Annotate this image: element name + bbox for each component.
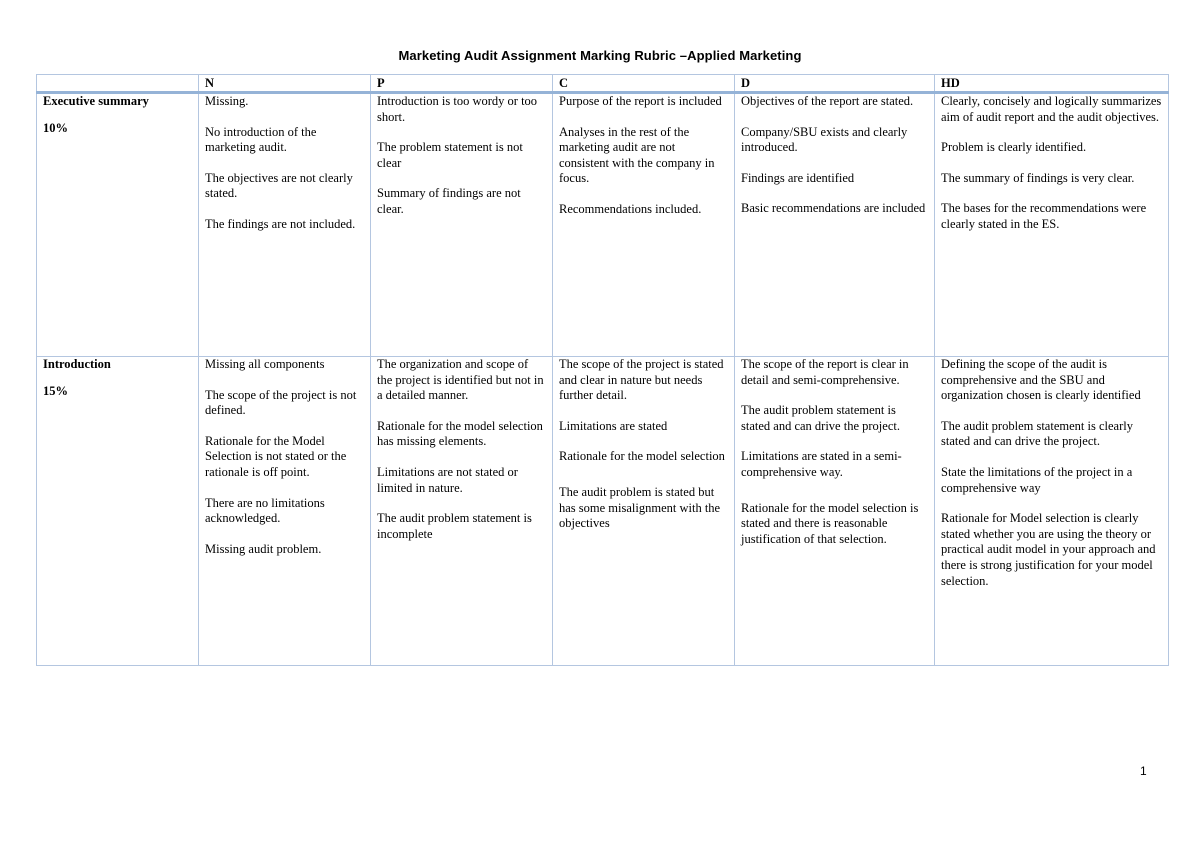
- descriptor: The findings are not included.: [205, 216, 356, 231]
- descriptor: The organization and scope of the project is identified but not in a detailed manner.: [377, 357, 544, 403]
- table-header-row: [37, 75, 1169, 93]
- descriptor: The audit problem statement is clearly stated and can drive the project.: [941, 418, 1133, 449]
- criterion-cell: [37, 357, 199, 666]
- descriptor: Limitations are stated in a semi-comprehensive way.: [741, 449, 902, 479]
- header-n: N: [199, 75, 371, 93]
- descriptor: Summary of findings are not clear.: [377, 186, 521, 216]
- descriptor: Findings are identified: [741, 170, 855, 185]
- descriptor: The summary of findings is very clear.: [941, 170, 1135, 185]
- descriptor: No introduction of the marketing audit.: [205, 124, 317, 155]
- grade-cell-p: [371, 93, 553, 357]
- grade-cell-c: [553, 93, 735, 357]
- document-title: Marketing Audit Assignment Marking Rubric –Applied Marketing: [398, 48, 802, 63]
- descriptor: Analyses in the rest of the marketing audit are not consistent with the company in focus.: [559, 124, 715, 186]
- descriptor: Defining the scope of the audit is comprehensive and the SBU and organization chosen is clearly identified: [941, 357, 1141, 403]
- descriptor: Missing audit problem.: [205, 541, 322, 556]
- descriptor: The scope of the project is stated and clear in nature but needs further detail.: [559, 357, 724, 403]
- descriptor: Rationale for the model selection is stated and there is reasonable justification of that selection.: [741, 500, 919, 546]
- descriptor: The audit problem statement is incomplete: [377, 511, 532, 541]
- descriptor: Rationale for Model selection is clearly stated whether you are using the theory or practical audit model in your approach and there is strong justification for your model selection.: [941, 511, 1156, 588]
- page-number: 1: [1140, 764, 1147, 778]
- header-p: P: [371, 75, 553, 93]
- grade-cell-c: [553, 357, 735, 666]
- marking-rubric-table: [36, 74, 1169, 666]
- descriptor: Introduction is too wordy or too short.: [377, 94, 538, 124]
- criterion-weight: 10%: [43, 120, 68, 135]
- descriptor: Basic recommendations are included: [741, 201, 926, 216]
- criterion-name: Executive summary: [43, 94, 149, 108]
- descriptor: Limitations are not stated or limited in nature.: [377, 464, 518, 495]
- descriptor: Clearly, concisely and logically summarizes aim of audit report and the audit objectives.: [941, 94, 1162, 124]
- descriptor: The problem statement is not clear: [377, 140, 523, 170]
- header-criterion: [37, 75, 199, 93]
- descriptor: The audit problem statement is stated and can drive the project.: [741, 403, 900, 433]
- grade-cell-hd: [935, 93, 1169, 357]
- descriptor: Problem is clearly identified.: [941, 140, 1087, 155]
- descriptor: Recommendations included.: [559, 201, 702, 216]
- descriptor: Rationale for the model selection has missing elements.: [377, 418, 543, 449]
- descriptor: The objectives are not clearly stated.: [205, 170, 353, 201]
- grade-cell-d: [735, 357, 935, 666]
- descriptor: There are no limitations acknowledged.: [205, 495, 325, 526]
- header-hd: HD: [935, 75, 1169, 93]
- criterion-name: Introduction: [43, 357, 111, 371]
- descriptor: The audit problem is stated but has some misalignment with the objectives: [559, 484, 721, 531]
- header-c: C: [553, 75, 735, 93]
- descriptor: Company/SBU exists and clearly introduced.: [741, 124, 908, 155]
- criterion-cell: [37, 93, 199, 357]
- grade-cell-p: [371, 357, 553, 666]
- criterion-weight: 15%: [43, 383, 68, 398]
- grade-cell-d: [735, 93, 935, 357]
- descriptor: Missing.: [205, 94, 249, 108]
- descriptor: The scope of the report is clear in detail and semi-comprehensive.: [741, 357, 909, 387]
- descriptor: Purpose of the report is included: [559, 94, 722, 108]
- grade-cell-n: [199, 93, 371, 357]
- table-row-executive-summary: [37, 93, 1169, 357]
- descriptor: The bases for the recommendations were clearly stated in the ES.: [941, 201, 1147, 231]
- descriptor: Limitations are stated: [559, 418, 668, 433]
- header-d: D: [735, 75, 935, 93]
- descriptor: Rationale for the Model Selection is not stated or the rationale is off point.: [205, 433, 347, 479]
- descriptor: The scope of the project is not defined.: [205, 387, 357, 418]
- descriptor: Objectives of the report are stated.: [741, 94, 914, 108]
- grade-cell-n: [199, 357, 371, 666]
- descriptor: Rationale for the model selection: [559, 449, 725, 464]
- descriptor: Missing all components: [205, 357, 325, 371]
- table-row-introduction: [37, 357, 1169, 666]
- grade-cell-hd: [935, 357, 1169, 666]
- descriptor: State the limitations of the project in a comprehensive way: [941, 464, 1133, 495]
